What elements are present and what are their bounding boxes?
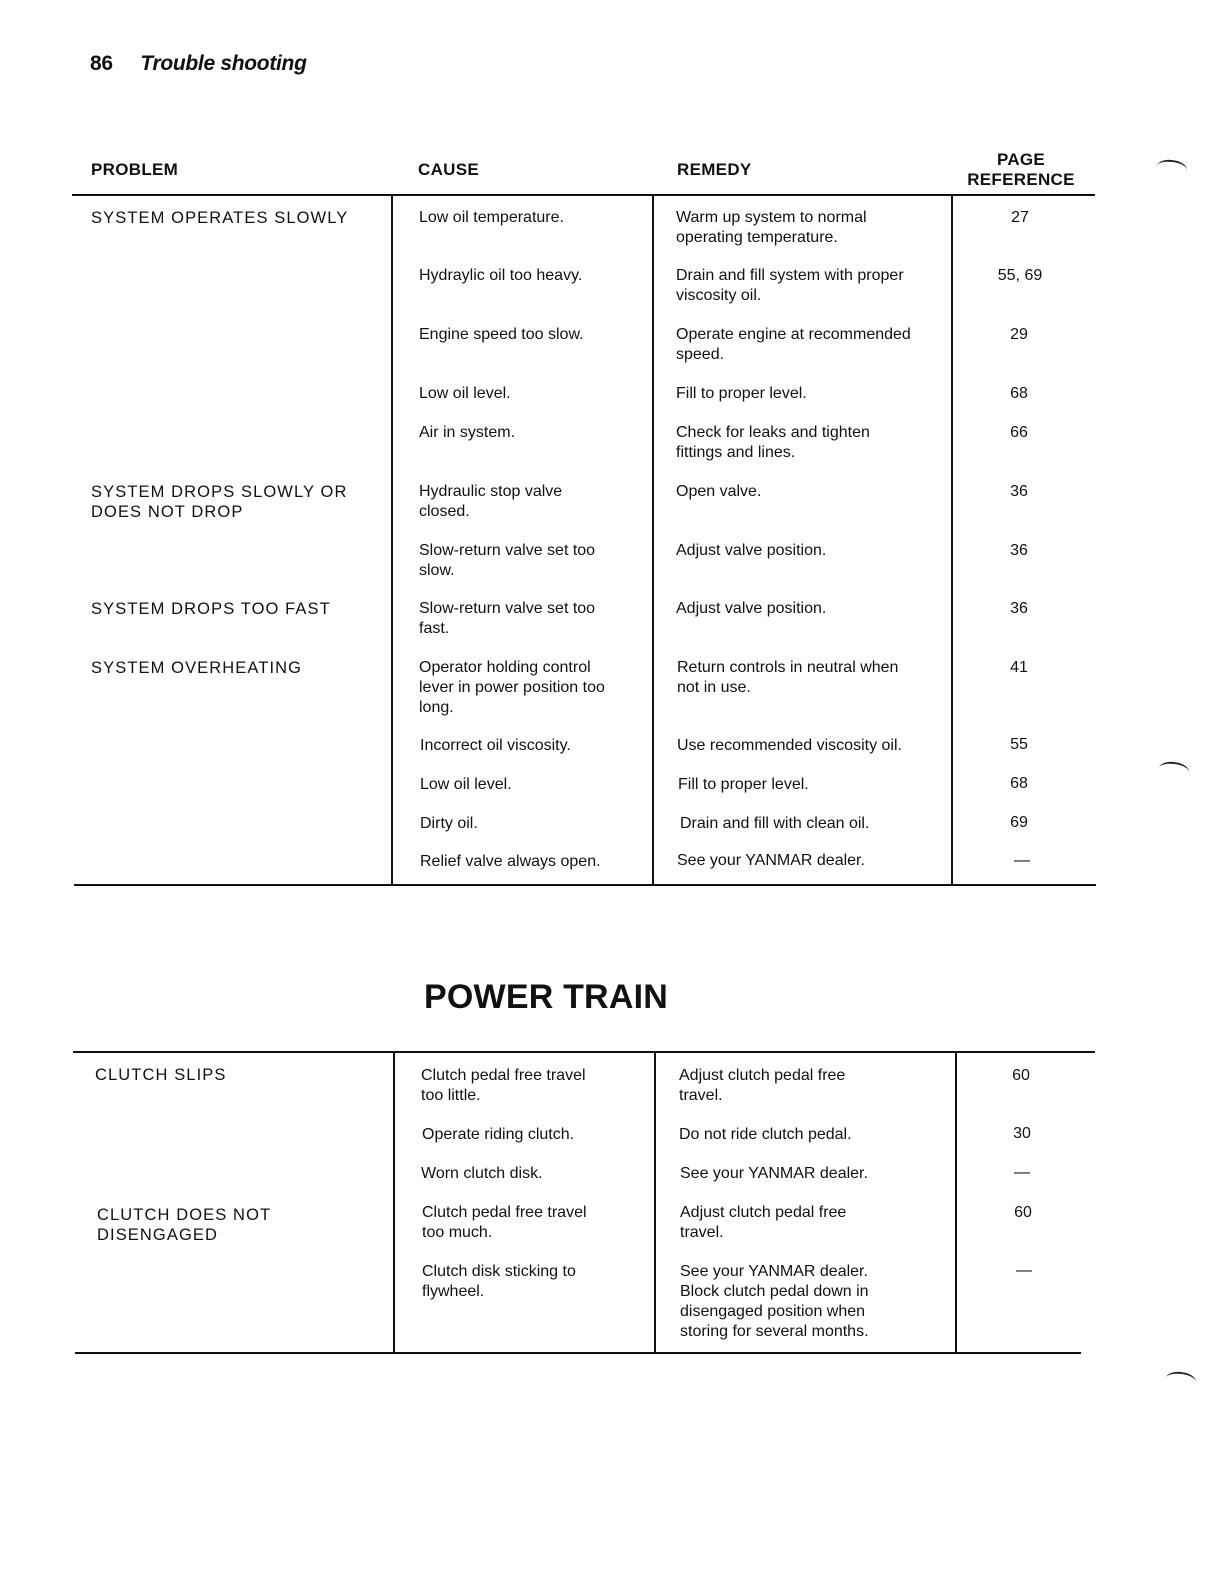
remedy-cell: Fill to proper level. [678, 776, 809, 793]
cause-cell: Relief valve always open. [420, 853, 601, 870]
column-divider [652, 195, 654, 885]
page-ref-cell: 69 [1010, 814, 1028, 831]
cause-cell: Clutch pedal free travel too little. [421, 1067, 586, 1104]
page-ref-cell: 29 [1010, 326, 1028, 343]
remedy-cell: See your YANMAR dealer. [677, 852, 865, 869]
page-ref-cell: 36 [1010, 483, 1028, 500]
cause-cell: Dirty oil. [420, 815, 478, 832]
cause-cell: Worn clutch disk. [421, 1165, 543, 1182]
page-ref-cell: 55 [1010, 736, 1028, 753]
page-ref-cell: 27 [1011, 209, 1029, 226]
problem-cell: SYSTEM DROPS SLOWLY OR DOES NOT DROP [91, 483, 348, 521]
remedy-cell: Drain and fill with clean oil. [680, 815, 870, 832]
page-ref-cell: 30 [1013, 1125, 1031, 1142]
scan-mark [1156, 158, 1188, 178]
page-ref-cell: 60 [1014, 1204, 1032, 1221]
cause-cell: Incorrect oil viscosity. [420, 737, 571, 754]
page-number: 86 [90, 52, 113, 75]
page-ref-cell: — [1014, 1164, 1030, 1181]
page-ref-cell: — [1014, 852, 1030, 869]
column-divider [955, 1052, 957, 1354]
table-top-rule [73, 1051, 1095, 1053]
cause-cell: Slow-return valve set too slow. [419, 542, 596, 579]
column-header-cause: CAUSE [418, 160, 480, 179]
page-ref-cell: 41 [1010, 659, 1028, 676]
remedy-cell: Do not ride clutch pedal. [679, 1126, 852, 1143]
remedy-cell: Adjust valve position. [676, 542, 827, 559]
page-ref-cell: 36 [1010, 600, 1028, 617]
column-header-problem: PROBLEM [91, 160, 179, 179]
problem-cell: SYSTEM OPERATES SLOWLY [91, 209, 349, 227]
remedy-cell: Adjust clutch pedal free travel. [679, 1067, 846, 1104]
remedy-cell: See your YANMAR dealer. [680, 1165, 868, 1182]
cause-cell: Operator holding control lever in power position too long. [419, 659, 605, 716]
page-header [90, 52, 307, 76]
cause-cell: Low oil level. [420, 776, 512, 793]
section-title-power-train: POWER TRAIN [424, 978, 668, 1016]
problem-cell: CLUTCH SLIPS [95, 1066, 227, 1084]
table-bottom-rule [75, 1352, 1081, 1354]
page-ref-cell: 66 [1010, 424, 1028, 441]
page-ref-cell: 55, 69 [997, 267, 1043, 284]
remedy-cell: Operate engine at recommended speed. [676, 326, 911, 363]
page-ref-cell: 68 [1010, 775, 1028, 792]
cause-cell: Clutch pedal free travel too much. [422, 1204, 587, 1241]
column-header-page-line1: PAGE [996, 150, 1046, 169]
cause-cell: Air in system. [419, 424, 516, 441]
column-divider [654, 1052, 656, 1354]
table-bottom-rule [74, 884, 1096, 886]
cause-cell: Low oil level. [419, 385, 511, 402]
remedy-cell: See your YANMAR dealer. Block clutch pedal down in disengaged position when storing for several months. [680, 1263, 869, 1340]
page-ref-cell: 60 [1012, 1067, 1030, 1084]
problem-cell: SYSTEM DROPS TOO FAST [91, 600, 331, 618]
remedy-cell: Use recommended viscosity oil. [677, 737, 902, 754]
page-ref-cell: 36 [1010, 542, 1028, 559]
remedy-cell: Return controls in neutral when not in use. [677, 659, 899, 696]
cause-cell: Hydraulic stop valve closed. [419, 483, 563, 520]
column-header-remedy: REMEDY [677, 160, 752, 179]
problem-cell: SYSTEM OVERHEATING [91, 659, 303, 677]
column-divider [951, 195, 953, 885]
cause-cell: Slow-return valve set too fast. [419, 600, 596, 637]
column-divider [393, 1052, 395, 1354]
remedy-cell: Adjust clutch pedal free travel. [680, 1204, 847, 1241]
page-title: Trouble shooting [140, 52, 307, 75]
cause-cell: Clutch disk sticking to flywheel. [422, 1263, 576, 1300]
cause-cell: Hydraylic oil too heavy. [419, 267, 583, 284]
problem-cell: CLUTCH DOES NOT DISENGAGED [97, 1206, 272, 1244]
column-header-page-reference [958, 150, 1084, 190]
remedy-cell: Drain and fill system with proper viscosity oil. [676, 267, 904, 304]
column-header-page-line2: REFERENCE [967, 170, 1075, 189]
scan-mark [1158, 760, 1190, 780]
cause-cell: Low oil temperature. [419, 209, 564, 226]
table-top-rule [72, 194, 1095, 196]
remedy-cell: Fill to proper level. [676, 385, 807, 402]
cause-cell: Operate riding clutch. [422, 1126, 575, 1143]
page-ref-cell: 68 [1010, 385, 1028, 402]
remedy-cell: Adjust valve position. [676, 600, 827, 617]
remedy-cell: Open valve. [676, 483, 762, 500]
scan-mark [1165, 1370, 1197, 1390]
cause-cell: Engine speed too slow. [419, 326, 584, 343]
remedy-cell: Warm up system to normal operating temperature. [676, 209, 867, 246]
column-divider [391, 195, 393, 885]
page-ref-cell: — [1016, 1262, 1032, 1279]
remedy-cell: Check for leaks and tighten fittings and lines. [676, 424, 870, 461]
